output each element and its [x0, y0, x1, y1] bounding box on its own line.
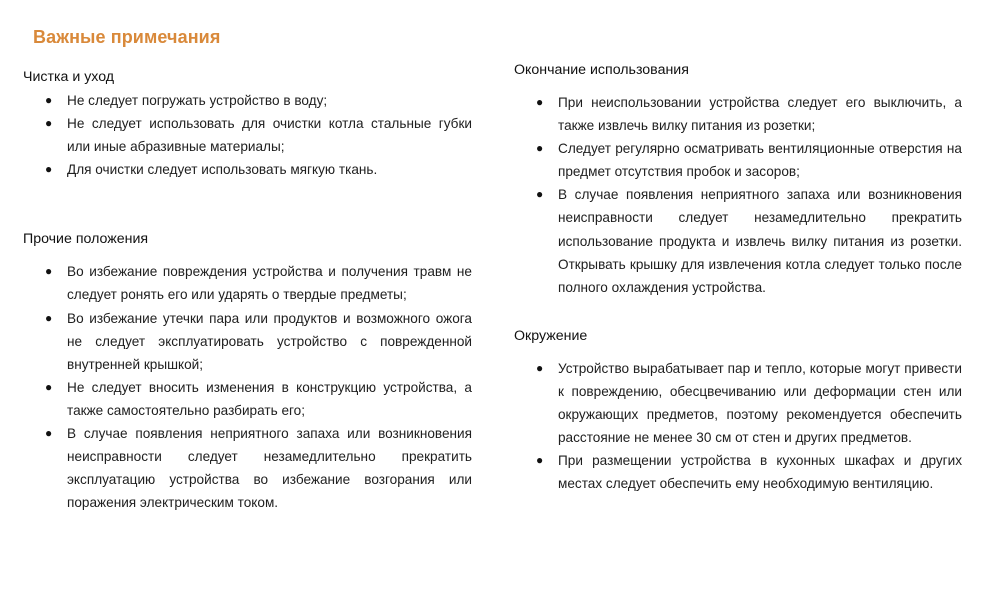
right-column: [514, 59, 962, 495]
bullet-list: [23, 89, 472, 181]
list-item: [23, 422, 472, 514]
bullet-icon: ●: [536, 360, 544, 375]
list-item: [514, 183, 962, 298]
list-item-text: Не следует вносить изменения в конструкцию устройства, а также самостоятельно разбирать его;: [67, 379, 472, 418]
bullet-icon: ●: [45, 310, 53, 325]
list-item-text: В случае появления неприятного запаха или возникновения неисправности следует незамедлительно прекратить эксплуатацию устройства во избежание возгорания или поражения электрическим током.: [67, 426, 472, 511]
bullet-icon: ●: [45, 162, 53, 177]
bullet-list: [514, 357, 962, 496]
list-item-text: При размещении устройства в кухонных шкафах и других местах следует обеспечить ему необходимую вентиляцию.: [558, 453, 962, 492]
bullet-icon: ●: [45, 93, 53, 107]
bullet-icon: ●: [536, 141, 544, 156]
bullet-icon: ●: [45, 426, 53, 441]
list-item: [514, 449, 962, 495]
list-item-text: Устройство вырабатывает пар и тепло, которые могут привести к повреждению, обесцвечиванию или деформации стен или окружающих предметов, поэтому рекомендуется обеспечить расстояние не менее 30 см от стен и других предметов.: [558, 360, 962, 446]
list-item: [514, 357, 962, 449]
list-item-text: В случае появления неприятного запаха или возникновения неисправности следует незамедлительно прекратить использование продукта и извлечь вилку питания из розетки. Открывать крышку для извлечения котла следует только после полного охлаждения устройства.: [558, 187, 962, 295]
list-item-text: Во избежание повреждения устройства и получения травм не следует ронять его или ударять о твердые предметы;: [67, 264, 472, 303]
section-heading: Окружение: [514, 327, 588, 344]
section-heading: Окончание использования: [514, 62, 689, 78]
bullet-icon: ●: [45, 264, 53, 279]
bullet-list: [514, 91, 962, 299]
bullet-icon: ●: [45, 379, 53, 394]
list-item: [23, 112, 472, 158]
list-item-text: Не следует погружать устройство в воду;: [67, 93, 328, 108]
list-item-text: Не следует использовать для очистки котла стальные губки или иные абразивные материалы;: [67, 116, 472, 155]
list-item: [23, 260, 472, 306]
page-title: Важные примечания: [33, 27, 221, 47]
list-item: [23, 158, 472, 181]
left-column: [23, 66, 472, 514]
list-item: [514, 91, 962, 137]
section-end-of-use: [514, 59, 962, 299]
bullet-icon: ●: [45, 116, 53, 131]
list-item: [23, 307, 472, 376]
list-item-text: Следует регулярно осматривать вентиляционные отверстия на предмет отсутствия пробок и засоров;: [558, 141, 962, 180]
list-item: [23, 376, 472, 422]
bullet-icon: ●: [536, 453, 544, 468]
bullet-list: [23, 260, 472, 514]
list-item: [23, 89, 472, 112]
bullet-icon: ●: [536, 95, 544, 109]
list-item-text: Во избежание утечки пара или продуктов и возможного ожога не следует эксплуатировать устройство с поврежденной внутренней крышкой;: [67, 310, 472, 372]
section-cleaning: [23, 66, 472, 181]
section-heading: Чистка и уход: [23, 69, 115, 85]
section-environment: [514, 325, 962, 496]
section-other: [23, 228, 472, 514]
bullet-icon: ●: [536, 187, 544, 202]
list-item: [514, 137, 962, 183]
list-item-text: При неиспользовании устройства следует его выключить, а также извлечь вилку питания из розетки;: [558, 95, 962, 134]
list-item-text: Для очистки следует использовать мягкую ткань.: [67, 162, 378, 178]
section-heading: Прочие положения: [23, 231, 149, 248]
